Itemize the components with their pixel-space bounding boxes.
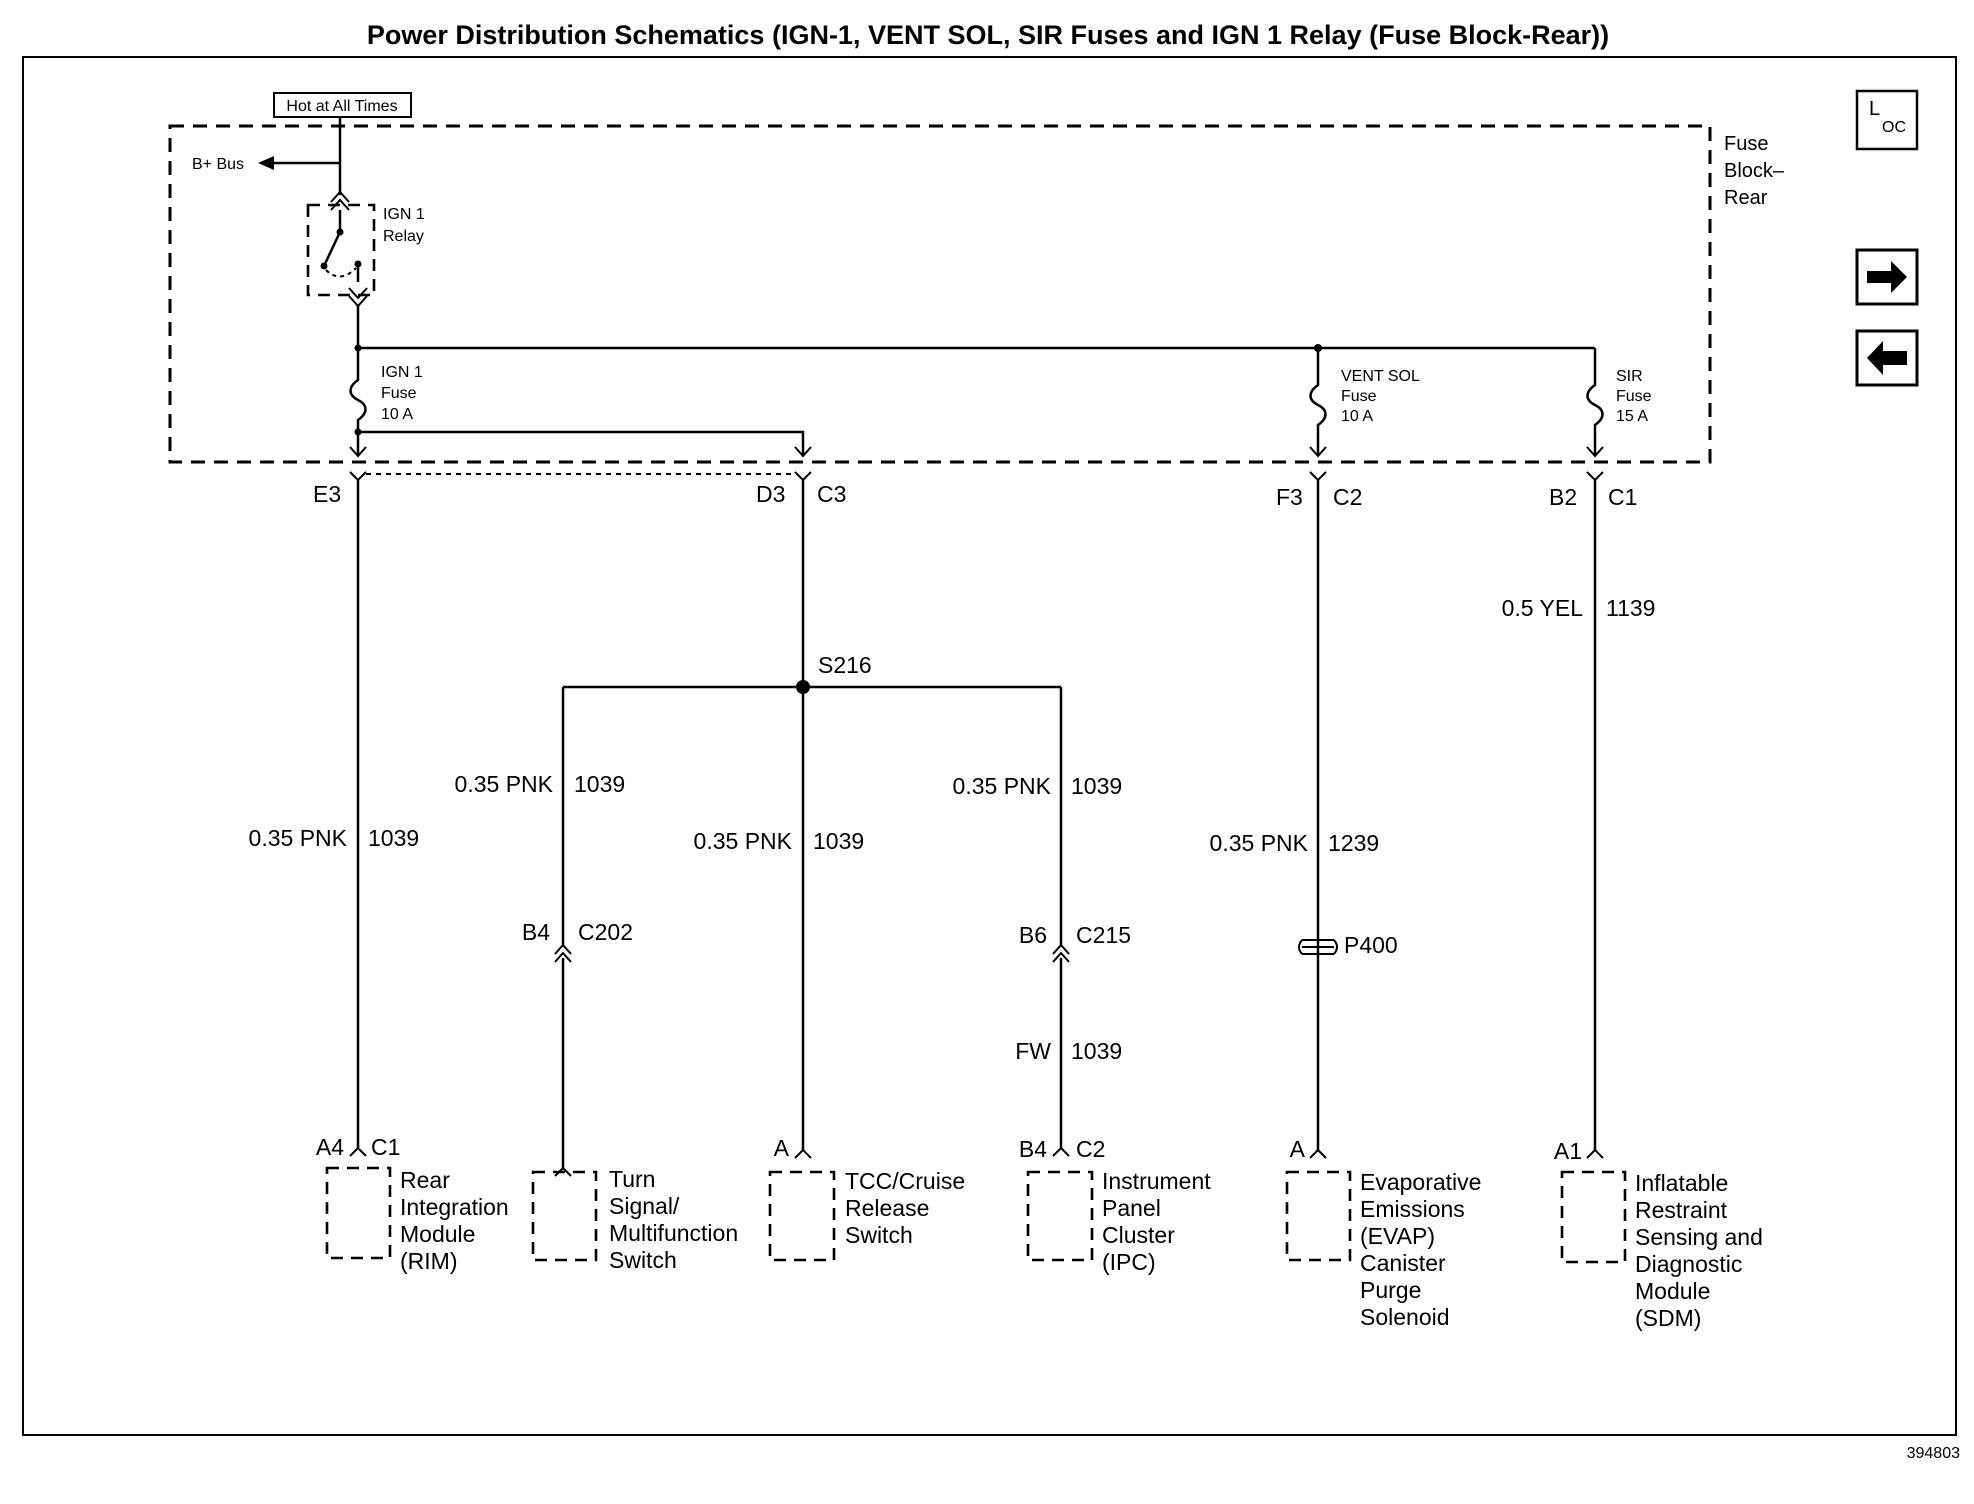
sdm-wire-circuit: 1139 [1606, 595, 1656, 621]
ipc-fw-gauge: FW [1015, 1038, 1051, 1064]
b2-terminal-out [1587, 472, 1603, 480]
ipc-conn-label: C2 [1076, 1136, 1106, 1162]
relay-label-2: Relay [383, 228, 424, 245]
ipc-wire-gauge: 0.35 PNK [952, 773, 1051, 799]
loc-button[interactable] [1857, 91, 1917, 149]
ipc-wire-circuit: 1039 [1071, 773, 1123, 799]
fuse-block-label-3: Rear [1724, 187, 1768, 209]
conn-d3-label: D3 [756, 481, 786, 507]
bplus-arrow-icon [258, 156, 274, 170]
relay-contact [337, 229, 344, 236]
conn-c1-label: C1 [1608, 484, 1638, 510]
loc-main: L [1869, 98, 1881, 120]
p400-label: P400 [1344, 932, 1398, 958]
arrow-right-icon[interactable] [1857, 250, 1917, 304]
splice-s216-label: S216 [818, 652, 872, 678]
sir-fuse-label-2: Fuse [1616, 388, 1652, 405]
relay-bottom-terminal [349, 288, 367, 306]
sdm-wire-gauge: 0.5 YEL [1501, 595, 1583, 621]
f3-terminal-out [1310, 472, 1326, 480]
sdm-terminal [1587, 1150, 1603, 1158]
relay-label-1: IGN 1 [383, 206, 425, 223]
c215-label: C215 [1076, 922, 1131, 948]
ipc-fw-circuit: 1039 [1071, 1038, 1123, 1064]
ipc-component-box [1028, 1172, 1092, 1260]
relay-coil-link [326, 268, 356, 277]
sdm-name: Inflatable Restraint Sensing and Diagnostic Module (SDM) [1635, 1170, 1763, 1331]
fuse-block-label-2: Block– [1724, 160, 1785, 182]
c202-label: C202 [578, 919, 633, 945]
conn-f3-label: F3 [1276, 484, 1303, 510]
turn-wire-gauge: 0.35 PNK [454, 771, 553, 797]
bplus-bus-label: B+ Bus [192, 156, 245, 173]
c202-pin-label: B4 [521, 919, 550, 945]
sir-fuse-label-1: SIR [1616, 368, 1643, 385]
rim-name: Rear Integration Module (RIM) [400, 1167, 509, 1274]
conn-e3-label: E3 [313, 481, 342, 507]
relay-pivot [321, 263, 328, 270]
conn-b2-label: B2 [1549, 484, 1578, 510]
ign1-fuse-label-2: Fuse [381, 385, 417, 402]
sdm-component-box [1562, 1172, 1625, 1262]
rim-terminal [350, 1148, 366, 1156]
tcc-pin-label: A [773, 1135, 789, 1161]
evap-wire-gauge: 0.35 PNK [1209, 830, 1308, 856]
vent-fuse-wire [1311, 348, 1326, 456]
e3-terminal-out [350, 472, 366, 480]
rim-conn-label: C1 [371, 1134, 401, 1160]
rim-pin-label: A4 [315, 1134, 344, 1160]
rim-component-box [327, 1168, 390, 1258]
ipc-name: Instrument Panel Cluster (IPC) [1102, 1168, 1211, 1275]
relay-switch-arm [324, 210, 340, 266]
sir-fuse-label-3: 15 A [1616, 408, 1649, 425]
loc-sub: OC [1882, 119, 1906, 136]
ign1-fuse-label-1: IGN 1 [381, 364, 423, 381]
tcc-terminal [795, 1150, 811, 1158]
sir-fuse-wire [1588, 348, 1603, 456]
ign1-fuse-wire [351, 348, 366, 432]
tcc-wire-circuit: 1039 [813, 828, 865, 854]
evap-wire-circuit: 1239 [1328, 830, 1380, 856]
turn-wire-circuit: 1039 [574, 771, 626, 797]
ipc-pin-label: B4 [1018, 1136, 1047, 1162]
rim-wire-gauge: 0.35 PNK [248, 825, 347, 851]
arrow-left-icon[interactable] [1857, 331, 1917, 385]
tcc-wire-gauge: 0.35 PNK [693, 828, 792, 854]
tcc-cruise-switch-name: TCC/Cruise Release Switch [845, 1168, 966, 1248]
page-title: Power Distribution Schematics (IGN-1, VENT SOL, SIR Fuses and IGN 1 Relay (Fuse Block-Rear)) [366, 20, 1610, 50]
fuse-block-label-1: Fuse [1724, 133, 1769, 155]
evap-pin-label: A [1289, 1136, 1305, 1162]
hot-at-all-times-label: Hot at All Times [286, 98, 398, 115]
conn-c2-label: C2 [1333, 484, 1363, 510]
c215-pin-label: B6 [1018, 922, 1047, 948]
tcc-component-box [770, 1172, 834, 1260]
evap-component-box [1287, 1172, 1350, 1260]
evap-terminal [1310, 1150, 1326, 1158]
vent-fuse-label-2: Fuse [1341, 388, 1377, 405]
d3-terminal-out [795, 472, 811, 480]
rim-wire-circuit: 1039 [368, 825, 420, 851]
sdm-pin-label: A1 [1553, 1138, 1582, 1164]
vent-fuse-label-1: VENT SOL [1341, 368, 1420, 385]
evap-solenoid-name: Evaporative Emissions (EVAP) Canister Purge Solenoid [1360, 1169, 1482, 1330]
conn-c3-label: C3 [817, 481, 847, 507]
ign1-to-d3-wire [358, 432, 803, 456]
turn-signal-switch-name: Turn Signal/ Multifunction Switch [609, 1166, 739, 1273]
vent-fuse-label-3: 10 A [1341, 408, 1374, 425]
ipc-terminal [1053, 1148, 1069, 1156]
ign1-fuse-label-3: 10 A [381, 406, 414, 423]
figure-id: 394803 [1906, 1445, 1960, 1462]
turn-component-box [533, 1172, 596, 1260]
